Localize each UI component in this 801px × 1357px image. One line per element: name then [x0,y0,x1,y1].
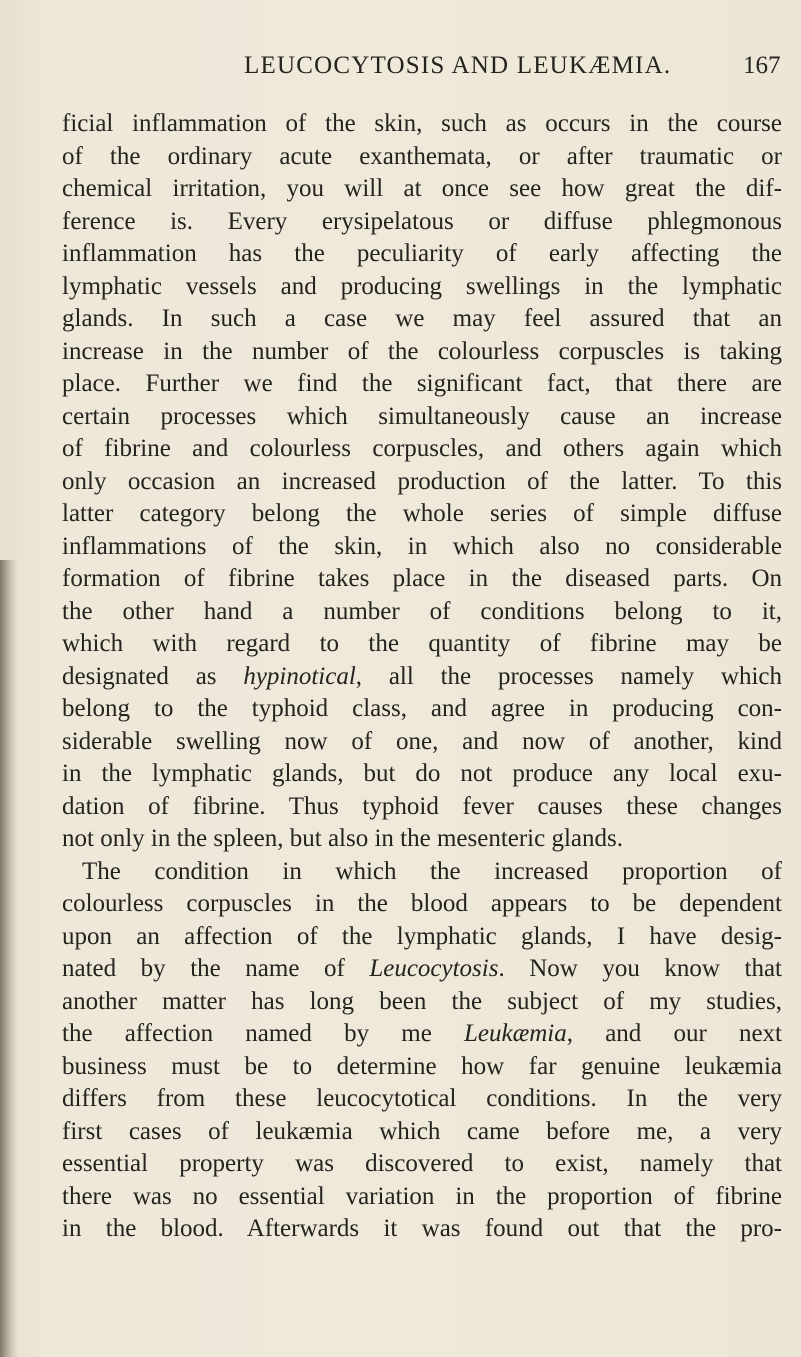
text-line: differs from these leucocytotical conditions. In the very [62,1085,782,1112]
text-line: ference is. Every erysipelatous or diffuse phlegmonous [62,207,782,235]
text-line: only occasion an increased production of the latter. To this [62,467,782,495]
text-line: inflammation has the peculiarity of early affecting the [62,240,782,267]
italic-term: hypinotical [243,662,356,690]
text-line: latter category belong the whole series of simple diffuse [62,500,782,527]
text-line: essential property was discovered to exist, namely that [62,1150,782,1177]
text-line: in the blood. Afterwards it was found out that the pro- [62,1215,782,1242]
text-line: chemical irritation, you will at once see how great the dif- [62,175,782,202]
text-line: ficial inflammation of the skin, such as occurs in the course [62,110,782,137]
text-line: lymphatic vessels and producing swellings in the lymphatic [62,272,782,300]
body-text [62,108,782,1246]
text-line: inflammations of the skin, in which also no considerable [62,532,782,560]
text-line: dation of fibrine. Thus typhoid fever causes these changes [62,792,782,820]
italic-term: Leukæmia [463,1020,567,1047]
text-line: first cases of leukæmia which came before me, a very [62,1117,782,1145]
italic-term: Leucocytosis [369,955,499,982]
binding-shadow [0,560,18,1357]
text-line: certain processes which simultaneously cause an increase [62,402,782,430]
text-line: upon an affection of the lymphatic glands, I have desig- [62,922,782,950]
text-line: another matter has long been the subject of my studies, [62,987,782,1015]
text-line: business must be to determine how far genuine leukæmia [62,1052,782,1080]
paragraph-start-line: The condition in which the increased proportion of [82,857,782,885]
text-line: in the lymphatic glands, but do not produce any local exu- [62,760,782,787]
page-number: 167 [743,52,781,79]
text-line: the affection named by me Leukæmia, and our next [62,1020,783,1047]
text-line: increase in the number of the colourless corpuscles is taking [62,337,782,365]
text-line: colourless corpuscles in the blood appears to be dependent [62,890,782,917]
text-line: there was no essential variation in the proportion of fibrine [62,1182,782,1210]
text-line: nated by the name of Leucocytosis. Now you know that [62,955,782,982]
text-line: place. Further we find the significant fact, that there are [62,370,782,397]
text-line: belong to the typhoid class, and agree in producing con- [62,695,782,722]
paragraph-end-line: not only in the spleen, but also in the mesenteric glands. [62,825,623,852]
running-title: LEUCOCYTOSIS AND LEUKÆMIA. [244,52,672,79]
text-line: of the ordinary acute exanthemata, or after traumatic or [62,142,782,170]
text-line: designated as hypinotical, all the processes namely which [62,662,782,690]
text-line: formation of fibrine takes place in the diseased parts. On [62,565,782,592]
text-line: glands. In such a case we may feel assured that an [62,305,782,332]
page-header [0,52,801,86]
text-line: siderable swelling now of one, and now of another, kind [62,727,782,755]
text-line: of fibrine and colourless corpuscles, and others again which [62,435,782,462]
text-line: which with regard to the quantity of fibrine may be [62,630,782,657]
text-line: the other hand a number of conditions belong to it, [62,597,782,625]
